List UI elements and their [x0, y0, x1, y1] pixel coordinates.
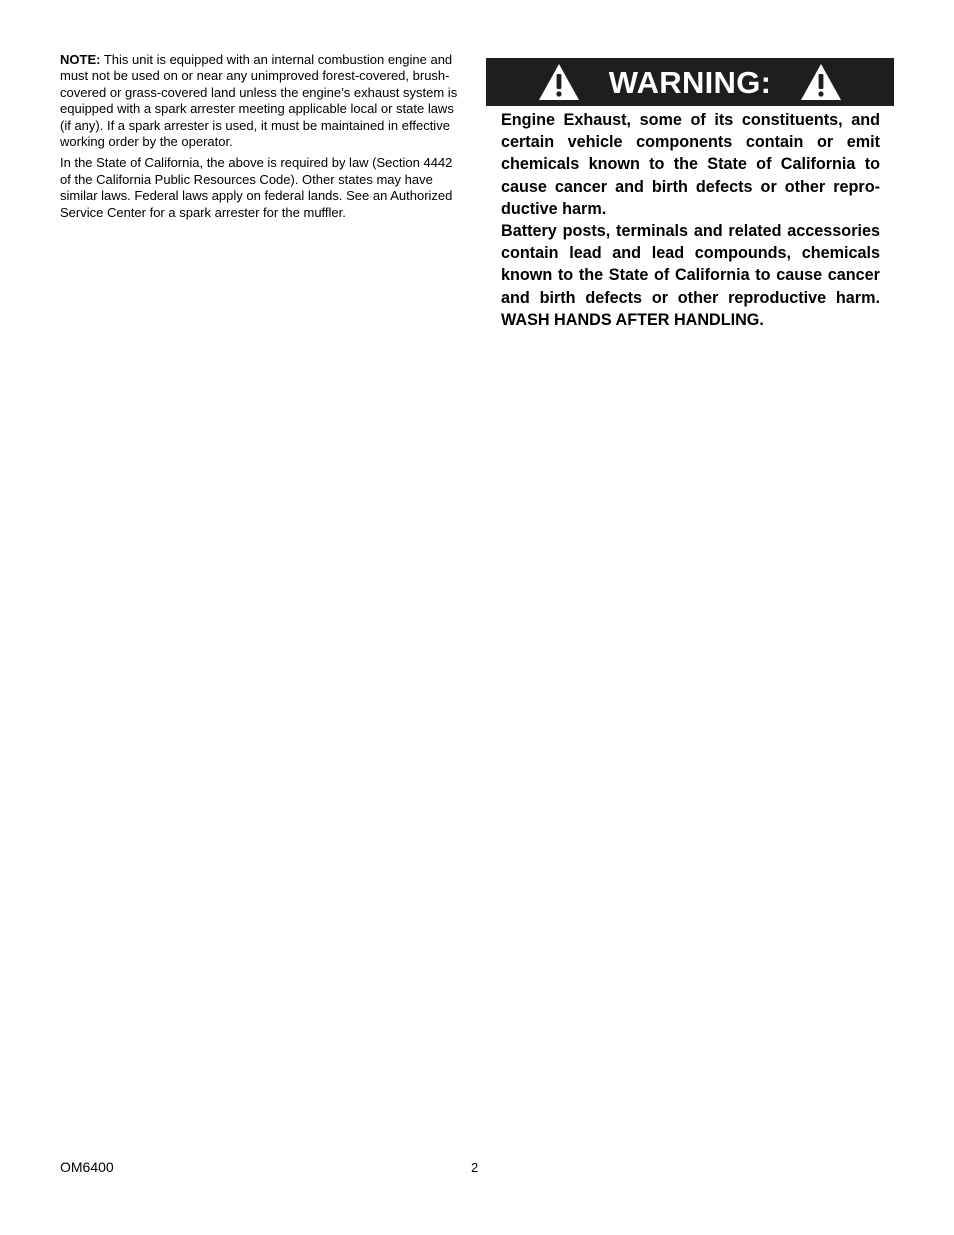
warning-triangle-icon [799, 62, 843, 102]
note-column [60, 52, 460, 226]
warning-paragraph-exhaust: Engine Exhaust, some of its constituents, and certain vehicle components contain or emit chemicals known to the State of California to cause cancer and birth defects or other reproductive harm. [501, 111, 880, 218]
page-number: 2 [471, 1160, 479, 1175]
note-text: This unit is equipped with an internal combustion engine and must not be used on or near any unimproved forest-covered, brush-covered or grass-covered land unless the engine’s exhaust system is equipped with a spark arrester meeting applicable local or state laws (if any). If a spark arrester is used, it must be maintained in effective working order by the operator. [60, 52, 458, 150]
warning-triangle-icon [537, 62, 581, 102]
california-paragraph: In the State of California, the above is required by law (Section 4442 of the California Public Resources Code). Other states may have similar laws. Federal laws apply on federal lands. See an Authorized Service Center for a spark arrester for the muffler. [60, 155, 453, 220]
warning-header [486, 58, 894, 106]
warning-body [501, 109, 880, 331]
note-label: NOTE: [60, 52, 101, 67]
warning-title: WARNING: [608, 65, 772, 100]
warning-paragraph-battery: Battery posts, terminals and related accessories contain lead and lead compounds, chemicals known to the State of California to cause cancer and birth defects or other reproductive harm. WASH HANDS AFTER HANDLING. [501, 222, 880, 329]
document-code: OM6400 [60, 1159, 114, 1175]
note-paragraph [60, 52, 460, 150]
